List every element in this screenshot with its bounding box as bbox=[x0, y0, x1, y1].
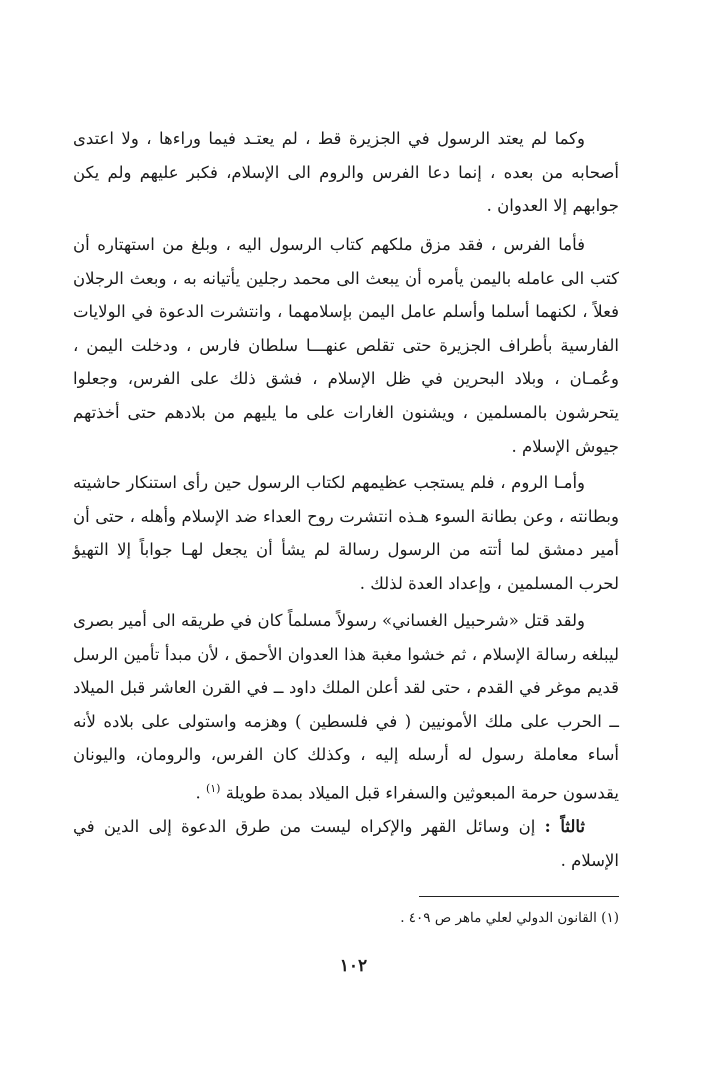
paragraph-2-line-7: حتى أخذتهم جيوش الإسلام . bbox=[73, 402, 619, 456]
paragraph-4-line-3: الرسل قديم موغر في القدم ، حتى لقد أعلن الملك داود ــ في القرن العاشر bbox=[73, 644, 620, 698]
section-label: ثالثاً : bbox=[544, 817, 585, 836]
paragraph-2-line-2: أن كتب الى عامله باليمن يأمره أن يبعث الى محمد رجلين يأتيانه به ، وبعث bbox=[73, 235, 620, 288]
paragraph-4-line-5: بلاده لأنه أساء معاملة رسول له أرسله إليه ، وكذلك كان الفرس، والرومان، bbox=[73, 711, 619, 765]
paragraph-3 bbox=[73, 466, 619, 600]
paragraph-3-line-3: وأهله ، حتى أن أمير دمشق لما أتته من الرسول رسالة لم يشأ أن يجعل لهـا bbox=[73, 506, 619, 560]
paragraph-2-line-1: فأما الفرس ، فقد مزق ملكهم كتاب الرسول اليه ، وبلغ من استهتاره bbox=[97, 235, 585, 254]
paragraph-5 bbox=[73, 810, 619, 877]
footnote: (١) القانون الدولي لعلي ماهر ص ٤٠٩ . bbox=[400, 910, 619, 926]
paragraph-4-ending: . bbox=[195, 783, 206, 803]
paragraph-3-line-2: حاشيته وبطانته ، وعن بطانة السوء هـذه انتشرت روح العداء ضد الإسلام bbox=[73, 473, 619, 526]
paragraph-4-line-6: واليونان يقدسون حرمة المبعوثين والسفراء قبل الميلاد بمدة طويلة bbox=[73, 745, 619, 803]
paragraph-4-line-1: ولقد قتل «شرحبيل الغساني» رسولاً مسلماً كان في طريقه الى أمير بصرى bbox=[73, 611, 585, 630]
paragraph-2 bbox=[73, 228, 619, 463]
paragraph-4-line-4: قبل الميلاد ــ الحرب على ملك الأمونيين ( في فلسطين ) وهزمه واستولى على bbox=[73, 678, 619, 731]
paragraph-1-line-2: أصحابه من بعده ، إنما دعا الفرس والروم الى الإسلام، فكبر عليهم ولم يكن bbox=[73, 162, 619, 182]
paragraph-3-line-4: جواباً إلا التهيؤ لحرب المسلمين ، وإعداد العدة لذلك . bbox=[73, 540, 619, 593]
paragraph-1 bbox=[73, 122, 619, 223]
paragraph-4-line-2: ليبلغه رسالة الإسلام ، ثم خشوا مغبة هذا العدوان الأحمق ، لأن مبدأ تأمين bbox=[123, 644, 619, 664]
paragraph-1-line-3: جوابهم إلا العدوان . bbox=[486, 196, 619, 216]
paragraph-4 bbox=[73, 604, 619, 810]
page-number: ١٠٢ bbox=[339, 956, 368, 976]
paragraph-2-line-6: الفرس، وجعلوا يتحرشون بالمسلمين ، ويشنون الغارات على ما يليهم من بلادهم bbox=[73, 369, 619, 422]
paragraph-3-line-1: وأمـا الروم ، فلم يستجب عظيمهم لكتاب الرسول حين رأى استنكار bbox=[126, 473, 585, 492]
paragraph-2-line-4: في الولايات الفارسية بأطراف الجزيرة حتى تقلص عنهـــا سلطان فارس ، bbox=[73, 302, 620, 355]
footnote-reference: (١) bbox=[205, 781, 221, 795]
footnote-divider bbox=[419, 896, 619, 897]
paragraph-2-line-3: الرجلان فعلاً ، لكنهما أسلما وأسلم عامل اليمن بإسلامهما ، وانتشرت الدعوة bbox=[73, 268, 619, 322]
paragraph-5-line-1: إن وسائل القهر والإكراه ليست من طرق الدعوة إلى الدين bbox=[103, 817, 536, 836]
paragraph-2-line-5: ودخلت اليمن ، وعُمـان ، وبلاد البحرين في ظل الإسلام ، فشق ذلك على bbox=[73, 335, 619, 389]
paragraph-1-line-1: وكما لم يعتد الرسول في الجزيرة قط ، لم يعتـد فيما وراءها ، ولا اعتدى bbox=[73, 129, 585, 148]
paragraph-5-line-2: في الإسلام . bbox=[73, 817, 619, 870]
